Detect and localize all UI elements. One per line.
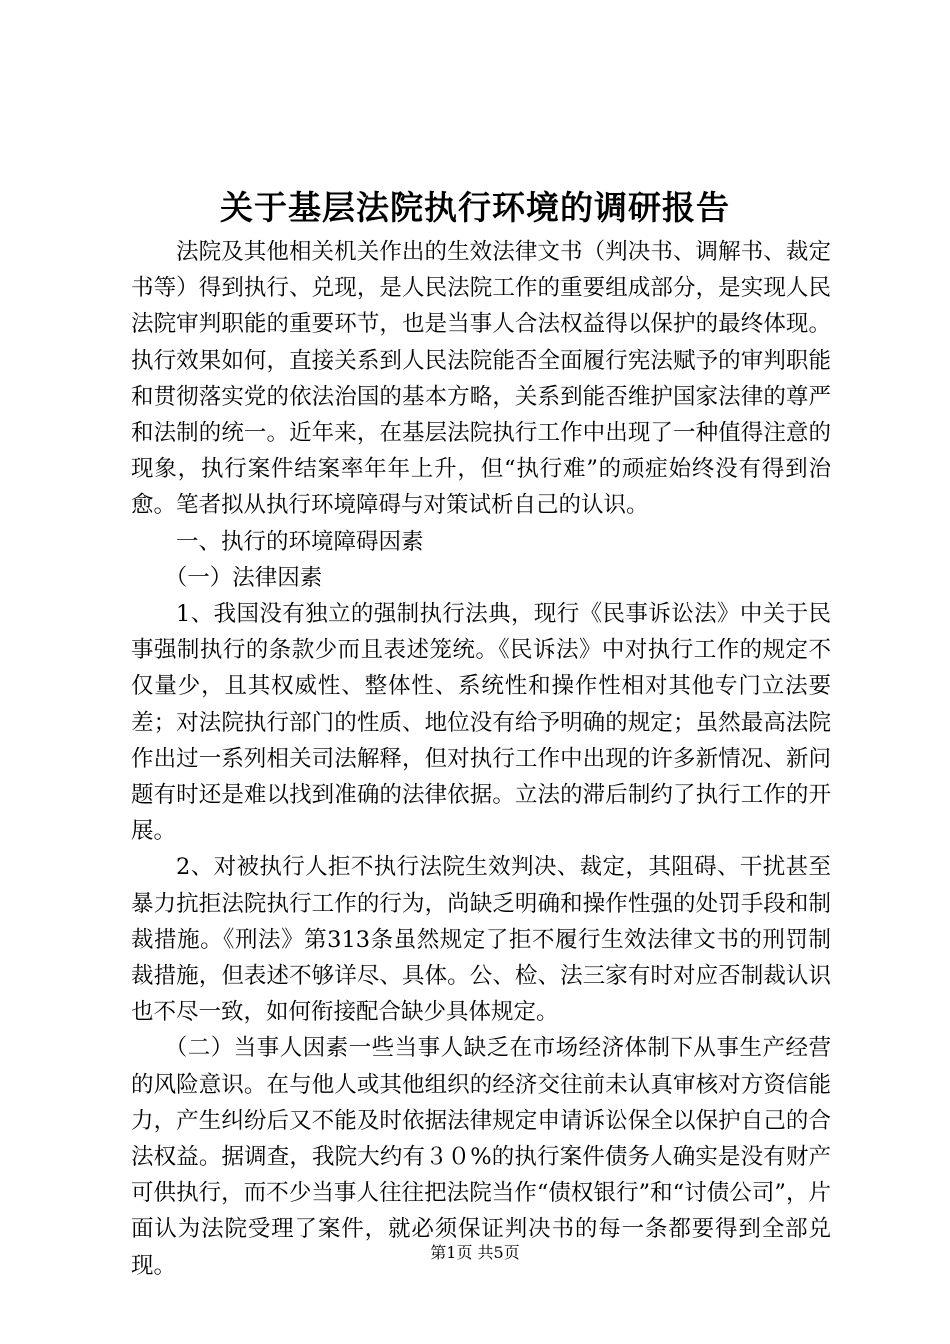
intro-paragraph: 法院及其他相关机关作出的生效法律文书（判决书、调解书、裁定书等）得到执行、兑现，是人民法院工作的重要组成部分，是实现人民法院审判职能的重要环节，也是当事人合法权益得以保护的最终体现。执行效果如何，直接关系到人民法院能否全面履行宪法赋予的审判职能和贯彻落实党的依法治国的基本方略，关系到能否维护国家法律的尊严和法制的统一。近年来，在基层法院执行工作中出现了一种值得注意的现象，执行案件结案率年年上升，但“执行难”的顽症始终没有得到治愈。笔者拟从执行环境障碍与对策试析自己的认识。 [131,239,831,519]
subsection-paragraph-2: （二）当事人因素一些当事人缺乏在市场经济体制下从事生产经营的风险意识。在与他人或其他组织的经济交往前未认真审核对方资信能力，产生纠纷后又不能及时依据法律规定申请诉讼保全以保护自己的合法权益。据调查，我院大约有３０%的执行案件债务人确实是没有财产可供执行，而不少当事人往往把法院当作“债权银行”和“讨债公司”，片面认为法院受理了案件，就必须保证判决书的每一条都要得到全部兑现。 [131,1035,831,1279]
section-heading-1: 一、执行的环境障碍因素 [176,528,424,555]
item-paragraph-1: 1、我国没有独立的强制执行法典，现行《民事诉讼法》中关于民事强制执行的条款少而且表述笼统。《民诉法》中对执行工作的规定不仅量少，且其权威性、整体性、系统性和操作性相对其他专门立法要差；对法院执行部门的性质、地位没有给予明确的规定；虽然最高法院作出过一系列相关司法解释，但对执行工作中出现的许多新情况、新问题有时还是难以找到准确的法律依据。立法的滞后制约了执行工作的开展。 [131,601,831,845]
page-footer: 第1页 共5页 [430,1243,520,1262]
item-paragraph-2: 2、对被执行人拒不执行法院生效判决、裁定，其阻碍、干扰甚至暴力抗拒法院执行工作的行为，尚缺乏明确和操作性强的处罚手段和制裁措施。《刑法》第313条虽然规定了拒不履行生效法律文书的刑罚制裁措施，但表述不够详尽、具体。公、检、法三家有时对应否制裁认识也不尽一致，如何衔接配合缺少具体规定。 [131,854,831,1026]
subsection-heading-1: （一）法律因素 [164,564,323,591]
document-title: 关于基层法院执行环境的调研报告 [220,188,730,227]
document-body [131,234,831,1284]
